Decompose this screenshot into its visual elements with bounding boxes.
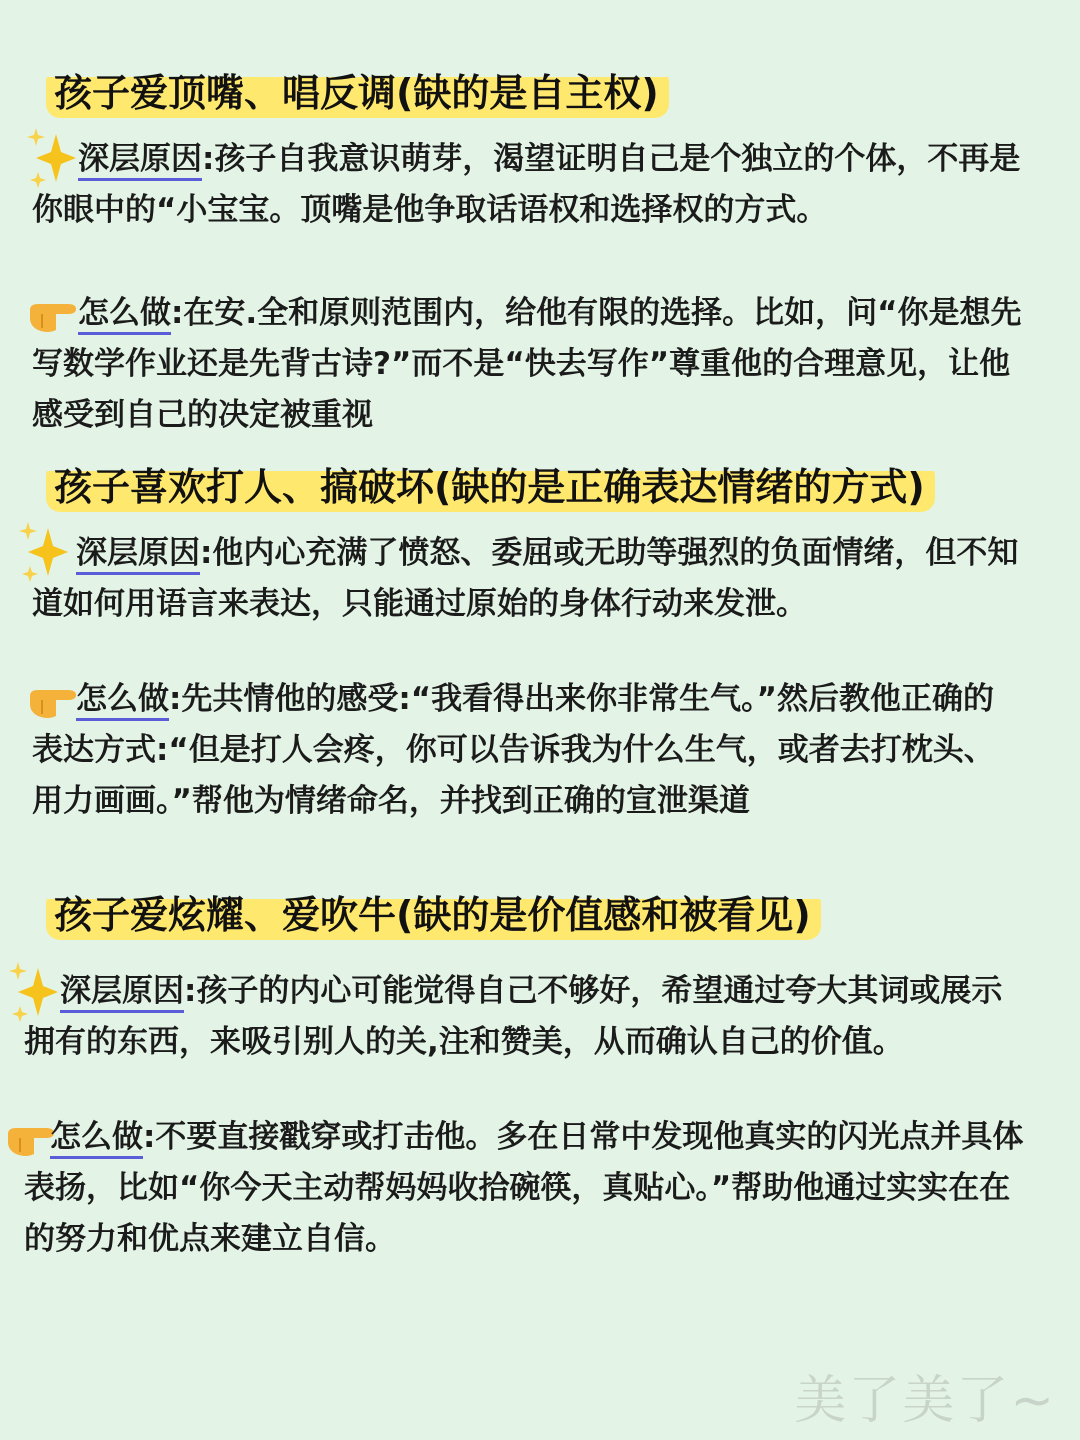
reason-label: 深层原因 (76, 535, 200, 571)
action-label: 怎么做 (50, 1119, 143, 1155)
reason-text: :孩子自我意识萌芽，渴望证明自己是个独立的个体，不再是你眼中的“小宝宝。顶嘴是他争取话语权和选择权的方式。 (32, 141, 1021, 228)
action-text: :在安.全和原则范围内，给他有限的选择。比如，问“你是想先写数学作业还是先背古诗?”而不是“快去写作”尊重他的合理意见，让他感受到自己的决定被重视 (32, 295, 1022, 433)
reason-label: 深层原因 (60, 973, 184, 1009)
reason-paragraph (24, 966, 1024, 1068)
section-heading: 孩子喜欢打人、搞破坏(缺的是正确表达情绪的方式) (46, 462, 935, 512)
reason-paragraph (32, 528, 1022, 630)
action-paragraph (32, 288, 1022, 441)
section-heading: 孩子爱顶嘴、唱反调(缺的是自主权) (46, 68, 669, 118)
reason-paragraph (32, 134, 1022, 236)
reason-text: :他内心充满了愤怒、委屈或无助等强烈的负面情绪，但不知道如何用语言来表达，只能通过原始的身体行动来发泄。 (32, 535, 1019, 622)
watermark: 美了美了~ (794, 1371, 1056, 1431)
action-label: 怎么做 (78, 295, 171, 331)
action-paragraph (32, 674, 1022, 827)
section-heading: 孩子爱炫耀、爱吹牛(缺的是价值感和被看见) (46, 890, 821, 940)
reason-text: :孩子的内心可能觉得自己不够好，希望通过夸大其词或展示拥有的东西，来吸引别人的关,注和赞美，从而确认自己的价值。 (24, 973, 1003, 1060)
action-paragraph (24, 1112, 1024, 1265)
action-text: :先共情他的感受:“我看得出来你非常生气。”然后教他正确的表达方式:“但是打人会疼，你可以告诉我为什么生气，或者去打枕头、用力画画。”帮他为情绪命名，并找到正确的宣泄渠道 (32, 681, 995, 819)
reason-label: 深层原因 (78, 141, 202, 177)
action-label: 怎么做 (76, 681, 169, 717)
action-text: :不要直接戳穿或打击他。多在日常中发现他真实的闪光点并具体表扬，比如“你今天主动帮妈妈收拾碗筷，真贴心。”帮助他通过实实在在的努力和优点来建立自信。 (24, 1119, 1024, 1257)
